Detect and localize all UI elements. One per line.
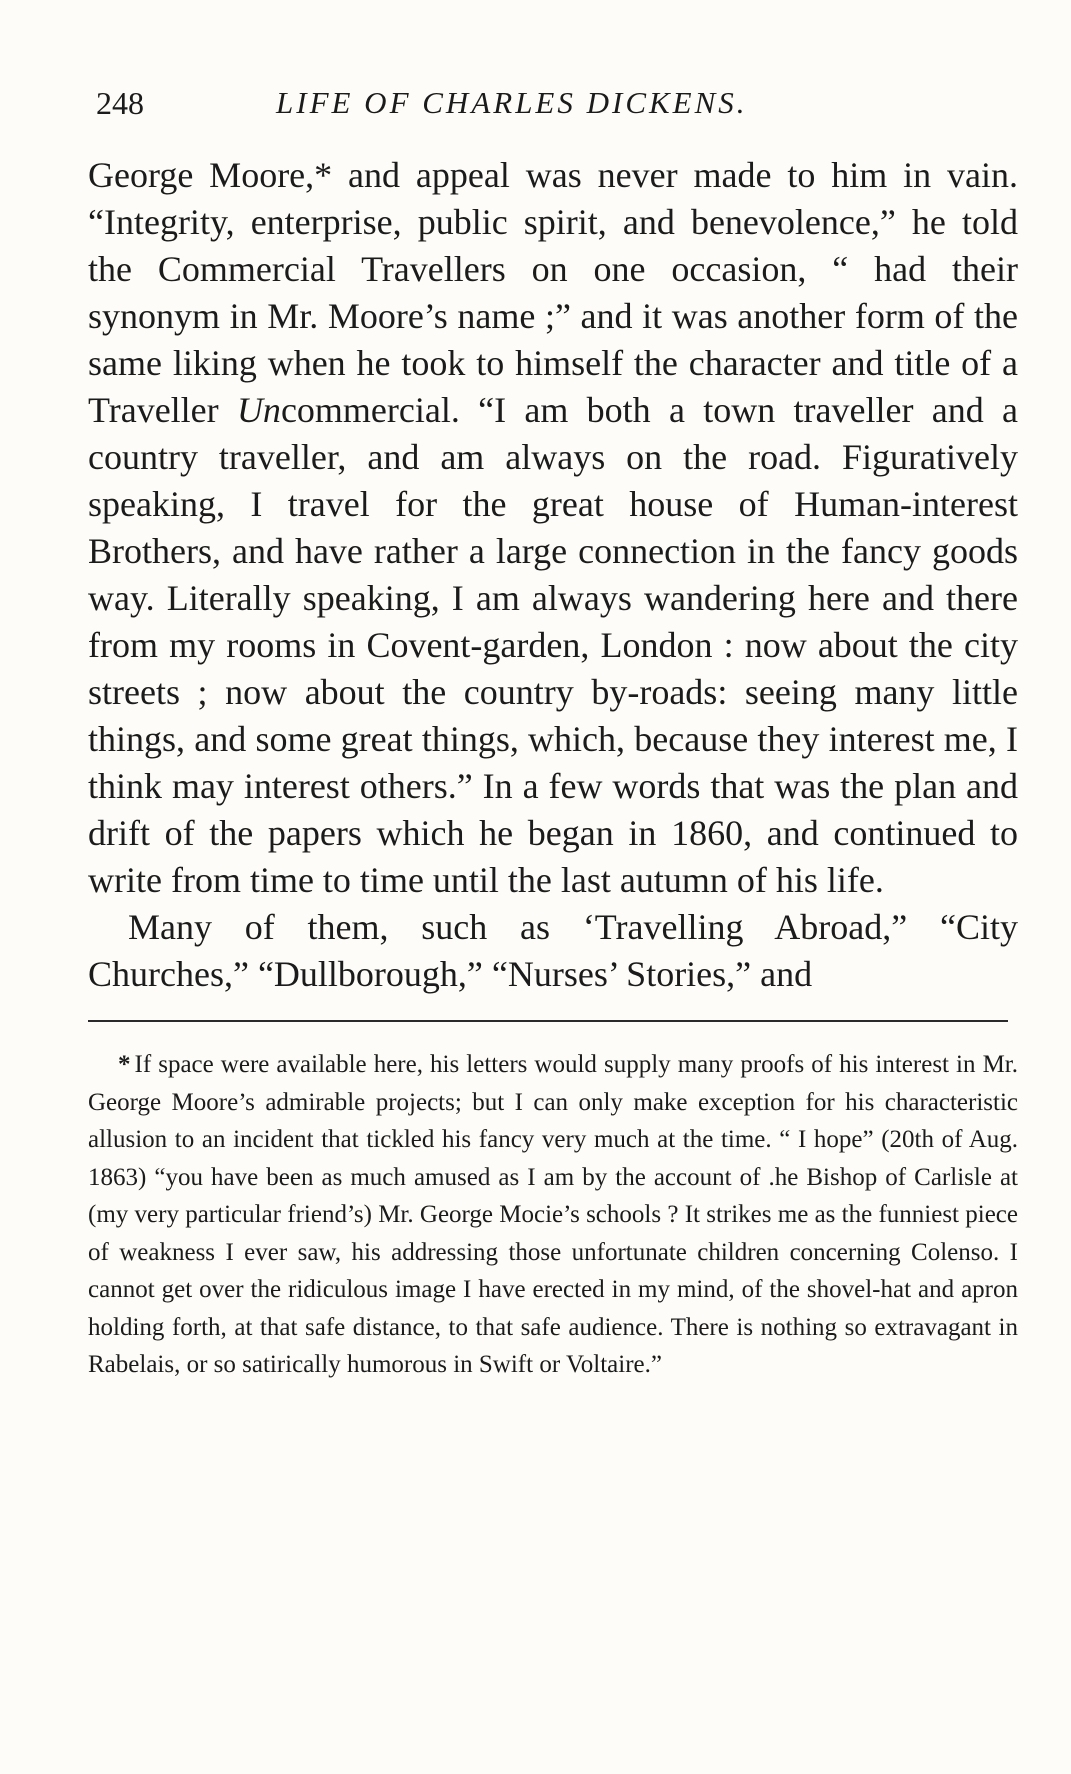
main-text — [88, 152, 1018, 998]
footnote-marker: * — [118, 1051, 131, 1078]
footnote — [88, 1046, 1018, 1384]
paragraph-2: Many of them, such as ‘Travelling Abroad,” “City Churches,” “Dullborough,” “Nurses’ Stories,” and — [88, 907, 1018, 994]
footnote-divider — [88, 1020, 1008, 1022]
footnote-text: If space were available here, his letters would supply many proofs of his interest in Mr. George Moore’s admirable projects; but I can only make exception for his characteristic allusion to an incident that tickled his fancy very much at the time. “ I hope” (20th of Aug. 1863) “you have been as much amused as I am by the account of .he Bishop of Carlisle at (my very particular friend’s) Mr. George Mocie’s schools ? It strikes me as the funniest piece of weakness I ever saw, his addressing those unfortunate children concerning Colenso. I cannot get over the ridiculous image I have erected in my mind, of the shovel-hat and apron holding forth, at that safe distance, to that safe audience. There is nothing so extravagant in Rabelais, or so satirically humorous in Swift or Voltaire.” — [88, 1051, 1018, 1378]
running-head — [88, 78, 1018, 128]
book-page — [88, 78, 1018, 1384]
paragraph-1-part-a: George Moore,* and appeal was never made to him in vain. “Integrity, enterprise, public spirit, and benevolence,” he told the Commercial Travellers on one occasion, “ had their synonym in Mr. Moore’s name ;” and it was another form of the same liking when he took to himself the character and title of a Traveller — [88, 155, 1018, 430]
running-title: LIFE OF CHARLES DICKENS. — [276, 85, 748, 120]
page-number: 248 — [96, 85, 144, 121]
paragraph-1 — [88, 152, 1018, 904]
italic-un: Un — [236, 390, 281, 430]
paragraph-1-part-b: commercial. “I am both a town traveller and a country traveller, and am always on the road. Figuratively speaking, I travel for the great house of Human-interest Brothers, and have rather a large connection in the fancy goods way. Literally speaking, I am always wandering here and there from my rooms in Covent-garden, London : now about the city streets ; now about the country by-roads: seeing many little things, and some great things, which, because they interest me, I think may interest others.” In a few words that was the plan and drift of the papers which he began in 1860, and continued to write from time to time until the last autumn of his life. — [88, 390, 1018, 900]
